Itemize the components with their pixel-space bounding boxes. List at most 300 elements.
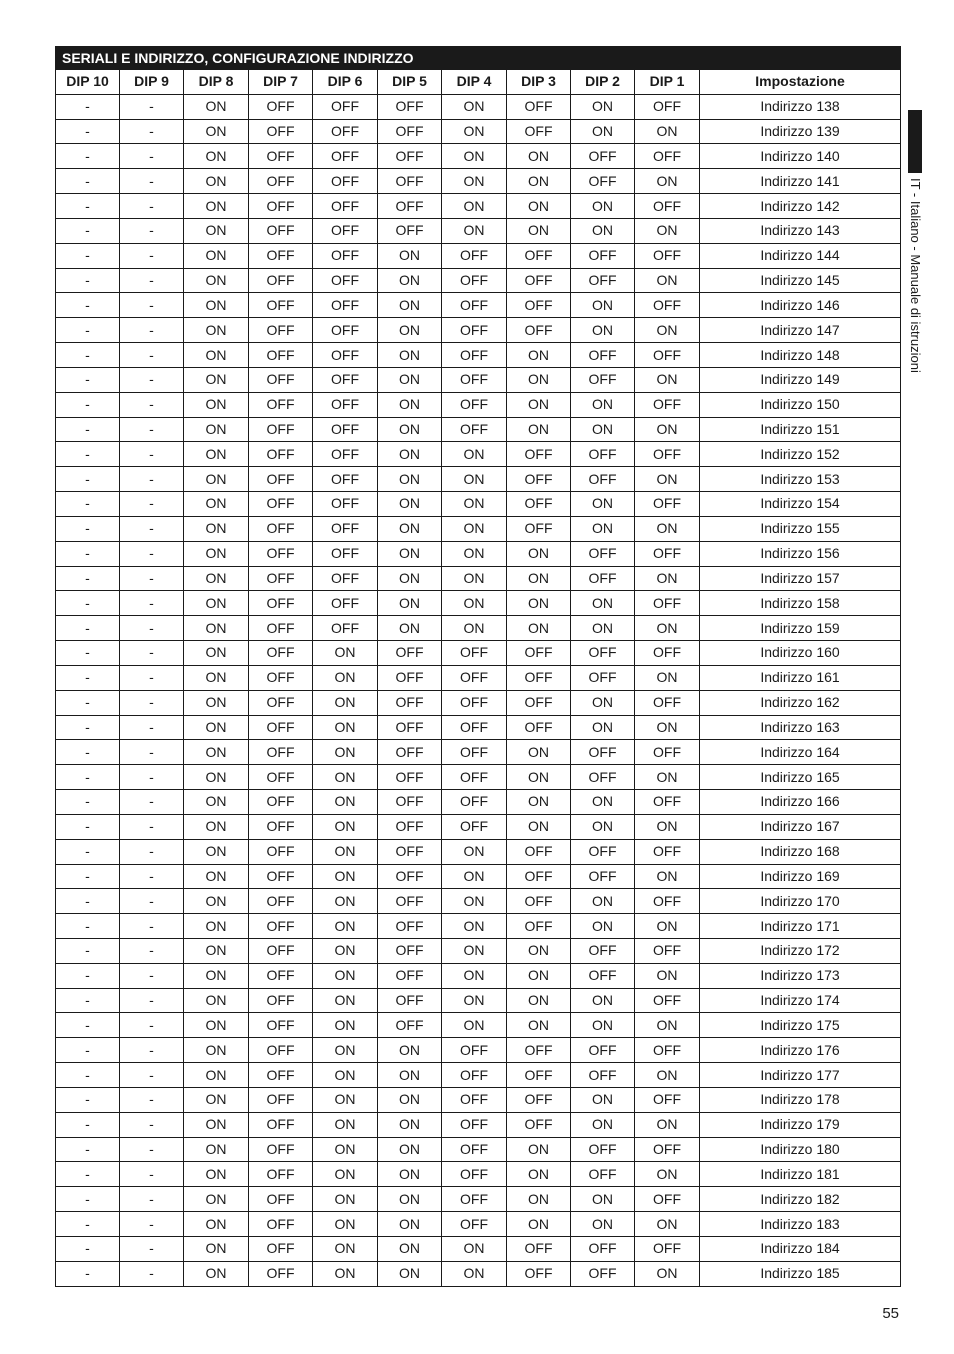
setting-cell: Indirizzo 172 xyxy=(700,938,901,963)
dip-cell: - xyxy=(56,790,120,815)
dip-cell: OFF xyxy=(442,243,507,268)
dip-cell: ON xyxy=(313,1187,378,1212)
dip-cell: OFF xyxy=(442,318,507,343)
dip-cell: - xyxy=(120,839,184,864)
dip-cell: OFF xyxy=(635,392,700,417)
setting-cell: Indirizzo 171 xyxy=(700,914,901,939)
table-row xyxy=(56,790,901,815)
column-header: DIP 4 xyxy=(442,70,507,95)
table-row xyxy=(56,914,901,939)
dip-cell: ON xyxy=(378,1162,442,1187)
dip-cell: OFF xyxy=(249,1261,313,1286)
dip-cell: ON xyxy=(184,268,249,293)
dip-cell: - xyxy=(120,566,184,591)
dip-cell: ON xyxy=(571,194,635,219)
setting-cell: Indirizzo 143 xyxy=(700,218,901,243)
dip-cell: OFF xyxy=(313,343,378,368)
dip-cell: OFF xyxy=(249,665,313,690)
setting-cell: Indirizzo 148 xyxy=(700,343,901,368)
table-row xyxy=(56,1261,901,1286)
dip-cell: OFF xyxy=(313,516,378,541)
dip-cell: - xyxy=(120,318,184,343)
table-row xyxy=(56,1112,901,1137)
dip-cell: ON xyxy=(507,963,571,988)
setting-cell: Indirizzo 147 xyxy=(700,318,901,343)
dip-cell: OFF xyxy=(313,144,378,169)
column-header: DIP 5 xyxy=(378,70,442,95)
dip-cell: OFF xyxy=(313,318,378,343)
dip-cell: OFF xyxy=(249,1087,313,1112)
setting-cell: Indirizzo 177 xyxy=(700,1063,901,1088)
dip-cell: OFF xyxy=(378,790,442,815)
dip-cell: ON xyxy=(313,740,378,765)
dip-cell: OFF xyxy=(442,343,507,368)
dip-cell: - xyxy=(120,864,184,889)
setting-cell: Indirizzo 184 xyxy=(700,1236,901,1261)
dip-cell: - xyxy=(120,194,184,219)
dip-cell: OFF xyxy=(635,591,700,616)
setting-cell: Indirizzo 159 xyxy=(700,616,901,641)
table-row xyxy=(56,94,901,119)
dip-cell: OFF xyxy=(635,1137,700,1162)
table-row xyxy=(56,616,901,641)
dip-cell: OFF xyxy=(571,938,635,963)
dip-cell: ON xyxy=(184,467,249,492)
dip-cell: ON xyxy=(378,417,442,442)
dip-cell: OFF xyxy=(507,293,571,318)
column-header: DIP 6 xyxy=(313,70,378,95)
table-row xyxy=(56,367,901,392)
table-title: SERIALI E INDIRIZZO, CONFIGURAZIONE INDIRIZZO xyxy=(56,47,901,70)
dip-cell: OFF xyxy=(249,765,313,790)
dip-cell: OFF xyxy=(571,144,635,169)
setting-cell: Indirizzo 183 xyxy=(700,1212,901,1237)
dip-cell: ON xyxy=(184,864,249,889)
setting-cell: Indirizzo 138 xyxy=(700,94,901,119)
dip-cell: OFF xyxy=(249,616,313,641)
dip-cell: OFF xyxy=(249,516,313,541)
dip-cell: OFF xyxy=(249,790,313,815)
dip-cell: - xyxy=(56,1187,120,1212)
dip-cell: ON xyxy=(313,1112,378,1137)
dip-cell: OFF xyxy=(635,839,700,864)
setting-cell: Indirizzo 168 xyxy=(700,839,901,864)
table-row xyxy=(56,814,901,839)
dip-cell: OFF xyxy=(635,938,700,963)
dip-cell: OFF xyxy=(249,1212,313,1237)
dip-cell: - xyxy=(120,169,184,194)
dip-cell: OFF xyxy=(249,318,313,343)
dip-cell: ON xyxy=(184,367,249,392)
dip-cell: OFF xyxy=(571,243,635,268)
table-row xyxy=(56,1087,901,1112)
dip-cell: ON xyxy=(635,715,700,740)
dip-cell: OFF xyxy=(378,169,442,194)
dip-cell: OFF xyxy=(378,765,442,790)
dip-cell: OFF xyxy=(442,417,507,442)
dip-cell: ON xyxy=(635,566,700,591)
dip-cell: OFF xyxy=(249,1236,313,1261)
dip-cell: OFF xyxy=(442,765,507,790)
dip-cell: ON xyxy=(635,1162,700,1187)
dip-cell: - xyxy=(120,1087,184,1112)
table-row xyxy=(56,715,901,740)
column-header: DIP 9 xyxy=(120,70,184,95)
dip-cell: ON xyxy=(378,1236,442,1261)
dip-cell: ON xyxy=(571,790,635,815)
dip-cell: - xyxy=(56,169,120,194)
dip-cell: ON xyxy=(184,591,249,616)
dip-cell: - xyxy=(120,1038,184,1063)
dip-cell: ON xyxy=(313,765,378,790)
dip-cell: ON xyxy=(442,914,507,939)
dip-cell: ON xyxy=(635,1013,700,1038)
dip-cell: ON xyxy=(507,392,571,417)
dip-cell: OFF xyxy=(378,665,442,690)
dip-cell: OFF xyxy=(313,492,378,517)
dip-cell: ON xyxy=(378,1063,442,1088)
dip-cell: OFF xyxy=(249,94,313,119)
table-row xyxy=(56,1236,901,1261)
table-row xyxy=(56,516,901,541)
dip-cell: - xyxy=(120,988,184,1013)
dip-cell: ON xyxy=(507,541,571,566)
dip-cell: ON xyxy=(571,1187,635,1212)
dip-cell: - xyxy=(120,243,184,268)
dip-cell: ON xyxy=(184,914,249,939)
setting-cell: Indirizzo 175 xyxy=(700,1013,901,1038)
dip-cell: - xyxy=(56,616,120,641)
dip-cell: ON xyxy=(184,293,249,318)
dip-cell: - xyxy=(56,1236,120,1261)
dip-cell: ON xyxy=(507,591,571,616)
table-body xyxy=(56,94,901,1286)
dip-cell: OFF xyxy=(249,1162,313,1187)
dip-cell: OFF xyxy=(442,1187,507,1212)
dip-cell: OFF xyxy=(635,740,700,765)
dip-cell: - xyxy=(120,1137,184,1162)
dip-cell: ON xyxy=(507,417,571,442)
dip-cell: OFF xyxy=(249,467,313,492)
dip-cell: ON xyxy=(313,790,378,815)
dip-cell: OFF xyxy=(507,641,571,666)
setting-cell: Indirizzo 149 xyxy=(700,367,901,392)
dip-cell: OFF xyxy=(249,690,313,715)
dip-cell: - xyxy=(56,690,120,715)
dip-cell: ON xyxy=(442,194,507,219)
dip-cell: OFF xyxy=(313,169,378,194)
dip-cell: ON xyxy=(184,94,249,119)
dip-cell: - xyxy=(56,765,120,790)
dip-cell: OFF xyxy=(313,566,378,591)
dip-cell: - xyxy=(120,1212,184,1237)
table-row xyxy=(56,839,901,864)
table-row xyxy=(56,1187,901,1212)
dip-cell: OFF xyxy=(249,144,313,169)
dip-cell: ON xyxy=(635,914,700,939)
dip-cell: OFF xyxy=(507,442,571,467)
setting-cell: Indirizzo 156 xyxy=(700,541,901,566)
dip-cell: OFF xyxy=(442,715,507,740)
dip-cell: OFF xyxy=(507,1236,571,1261)
dip-cell: OFF xyxy=(507,119,571,144)
dip-cell: ON xyxy=(442,218,507,243)
dip-cell: ON xyxy=(184,740,249,765)
dip-cell: OFF xyxy=(249,963,313,988)
dip-cell: ON xyxy=(184,938,249,963)
dip-cell: OFF xyxy=(249,194,313,219)
dip-cell: ON xyxy=(184,218,249,243)
dip-cell: - xyxy=(120,963,184,988)
dip-cell: ON xyxy=(184,541,249,566)
dip-cell: ON xyxy=(184,492,249,517)
dip-cell: OFF xyxy=(249,268,313,293)
dip-cell: OFF xyxy=(507,1063,571,1088)
dip-cell: OFF xyxy=(378,938,442,963)
dip-cell: - xyxy=(120,790,184,815)
dip-cell: ON xyxy=(507,144,571,169)
setting-cell: Indirizzo 151 xyxy=(700,417,901,442)
dip-cell: OFF xyxy=(442,1063,507,1088)
dip-cell: OFF xyxy=(249,392,313,417)
dip-cell: ON xyxy=(378,293,442,318)
column-header: DIP 3 xyxy=(507,70,571,95)
setting-cell: Indirizzo 155 xyxy=(700,516,901,541)
dip-cell: OFF xyxy=(571,1038,635,1063)
dip-cell: - xyxy=(56,343,120,368)
dip-cell: ON xyxy=(184,690,249,715)
dip-cell: ON xyxy=(184,641,249,666)
dip-cell: ON xyxy=(313,641,378,666)
dip-cell: ON xyxy=(184,715,249,740)
table-row xyxy=(56,988,901,1013)
dip-cell: OFF xyxy=(313,367,378,392)
dip-cell: ON xyxy=(571,516,635,541)
side-tab-marker xyxy=(908,110,922,173)
dip-cell: ON xyxy=(442,616,507,641)
dip-cell: ON xyxy=(184,1038,249,1063)
dip-cell: ON xyxy=(378,1261,442,1286)
dip-cell: ON xyxy=(507,194,571,219)
table-row xyxy=(56,1038,901,1063)
dip-cell: - xyxy=(56,218,120,243)
dip-cell: OFF xyxy=(571,1137,635,1162)
dip-cell: OFF xyxy=(442,740,507,765)
dip-cell: - xyxy=(56,740,120,765)
dip-cell: OFF xyxy=(635,690,700,715)
dip-cell: ON xyxy=(571,814,635,839)
dip-cell: ON xyxy=(313,1162,378,1187)
dip-cell: ON xyxy=(313,963,378,988)
dip-cell: ON xyxy=(313,1261,378,1286)
dip-cell: - xyxy=(56,914,120,939)
table-row xyxy=(56,690,901,715)
dip-cell: - xyxy=(56,1013,120,1038)
dip-cell: OFF xyxy=(635,1187,700,1212)
dip-cell: OFF xyxy=(313,293,378,318)
dip-cell: OFF xyxy=(507,94,571,119)
dip-cell: ON xyxy=(378,492,442,517)
dip-cell: OFF xyxy=(442,392,507,417)
dip-cell: OFF xyxy=(249,988,313,1013)
dip-cell: - xyxy=(56,144,120,169)
dip-cell: - xyxy=(120,392,184,417)
dip-cell: ON xyxy=(313,1038,378,1063)
dip-cell: ON xyxy=(184,765,249,790)
dip-cell: OFF xyxy=(249,541,313,566)
dip-cell: OFF xyxy=(249,367,313,392)
setting-cell: Indirizzo 167 xyxy=(700,814,901,839)
dip-cell: OFF xyxy=(442,814,507,839)
table-row xyxy=(56,665,901,690)
dip-cell: OFF xyxy=(507,690,571,715)
dip-cell: ON xyxy=(635,665,700,690)
dip-cell: - xyxy=(120,914,184,939)
dip-cell: ON xyxy=(184,1112,249,1137)
dip-cell: OFF xyxy=(378,94,442,119)
dip-cell: OFF xyxy=(635,194,700,219)
dip-cell: - xyxy=(120,492,184,517)
dip-cell: ON xyxy=(378,343,442,368)
dip-cell: OFF xyxy=(442,1112,507,1137)
table-row xyxy=(56,1137,901,1162)
dip-cell: OFF xyxy=(249,417,313,442)
setting-cell: Indirizzo 153 xyxy=(700,467,901,492)
dip-cell: - xyxy=(120,218,184,243)
table-row xyxy=(56,1162,901,1187)
dip-cell: - xyxy=(56,839,120,864)
dip-cell: ON xyxy=(635,1112,700,1137)
dip-cell: OFF xyxy=(571,963,635,988)
dip-cell: ON xyxy=(184,318,249,343)
dip-cell: OFF xyxy=(442,690,507,715)
dip-cell: OFF xyxy=(635,94,700,119)
dip-cell: - xyxy=(120,94,184,119)
side-language-label: IT - Italiano - Manuale di istruzioni xyxy=(908,178,923,373)
dip-cell: OFF xyxy=(442,1038,507,1063)
dip-cell: ON xyxy=(184,243,249,268)
dip-cell: ON xyxy=(635,119,700,144)
dip-cell: OFF xyxy=(442,1162,507,1187)
dip-cell: ON xyxy=(571,1112,635,1137)
setting-cell: Indirizzo 185 xyxy=(700,1261,901,1286)
dip-cell: OFF xyxy=(313,467,378,492)
dip-cell: ON xyxy=(442,169,507,194)
setting-cell: Indirizzo 157 xyxy=(700,566,901,591)
dip-cell: ON xyxy=(378,392,442,417)
dip-cell: OFF xyxy=(507,243,571,268)
dip-cell: ON xyxy=(378,1212,442,1237)
dip-cell: - xyxy=(120,516,184,541)
dip-cell: - xyxy=(120,1236,184,1261)
dip-cell: OFF xyxy=(507,516,571,541)
table-row xyxy=(56,740,901,765)
dip-cell: ON xyxy=(442,541,507,566)
dip-cell: - xyxy=(56,243,120,268)
dip-cell: ON xyxy=(184,1261,249,1286)
dip-cell: - xyxy=(120,293,184,318)
dip-cell: ON xyxy=(507,1162,571,1187)
dip-cell: ON xyxy=(184,119,249,144)
dip-cell: ON xyxy=(507,1137,571,1162)
dip-cell: - xyxy=(120,268,184,293)
dip-cell: - xyxy=(120,367,184,392)
dip-cell: ON xyxy=(378,1087,442,1112)
table-row xyxy=(56,938,901,963)
setting-cell: Indirizzo 173 xyxy=(700,963,901,988)
dip-cell: ON xyxy=(507,790,571,815)
dip-cell: OFF xyxy=(249,864,313,889)
dip-cell: ON xyxy=(378,1137,442,1162)
table-header-row xyxy=(56,70,901,95)
dip-cell: - xyxy=(56,492,120,517)
dip-cell: ON xyxy=(442,938,507,963)
setting-cell: Indirizzo 158 xyxy=(700,591,901,616)
dip-cell: ON xyxy=(571,889,635,914)
dip-cell: ON xyxy=(313,864,378,889)
dip-cell: ON xyxy=(442,566,507,591)
dip-cell: OFF xyxy=(249,442,313,467)
dip-cell: ON xyxy=(442,988,507,1013)
dip-cell: OFF xyxy=(507,839,571,864)
dip-cell: ON xyxy=(313,839,378,864)
dip-cell: OFF xyxy=(378,988,442,1013)
dip-cell: ON xyxy=(635,417,700,442)
dip-cell: ON xyxy=(184,814,249,839)
dip-cell: ON xyxy=(571,1087,635,1112)
dip-cell: OFF xyxy=(442,1137,507,1162)
dip-cell: ON xyxy=(442,516,507,541)
dip-cell: - xyxy=(56,467,120,492)
dip-cell: OFF xyxy=(313,591,378,616)
dip-cell: ON xyxy=(184,790,249,815)
dip-cell: OFF xyxy=(249,938,313,963)
dip-cell: OFF xyxy=(507,864,571,889)
table-row xyxy=(56,541,901,566)
table-row xyxy=(56,392,901,417)
setting-cell: Indirizzo 141 xyxy=(700,169,901,194)
dip-cell: ON xyxy=(378,318,442,343)
dip-cell: OFF xyxy=(442,367,507,392)
dip-cell: OFF xyxy=(571,839,635,864)
dip-cell: OFF xyxy=(571,864,635,889)
table-row xyxy=(56,218,901,243)
dip-cell: OFF xyxy=(635,790,700,815)
dip-cell: - xyxy=(56,1162,120,1187)
dip-cell: ON xyxy=(313,690,378,715)
dip-cell: ON xyxy=(378,467,442,492)
table-row xyxy=(56,1013,901,1038)
dip-cell: - xyxy=(120,938,184,963)
dip-cell: ON xyxy=(507,367,571,392)
dip-cell: OFF xyxy=(635,641,700,666)
dip-cell: ON xyxy=(184,1087,249,1112)
dip-cell: ON xyxy=(571,690,635,715)
dip-cell: - xyxy=(120,1187,184,1212)
dip-cell: - xyxy=(56,889,120,914)
table-row xyxy=(56,1063,901,1088)
dip-cell: OFF xyxy=(378,690,442,715)
dip-cell: ON xyxy=(378,516,442,541)
dip-cell: OFF xyxy=(442,293,507,318)
dip-cell: OFF xyxy=(249,914,313,939)
dip-cell: ON xyxy=(442,591,507,616)
setting-cell: Indirizzo 140 xyxy=(700,144,901,169)
table-row xyxy=(56,417,901,442)
dip-cell: ON xyxy=(184,963,249,988)
dip-cell: OFF xyxy=(249,243,313,268)
dip-cell: - xyxy=(120,1112,184,1137)
